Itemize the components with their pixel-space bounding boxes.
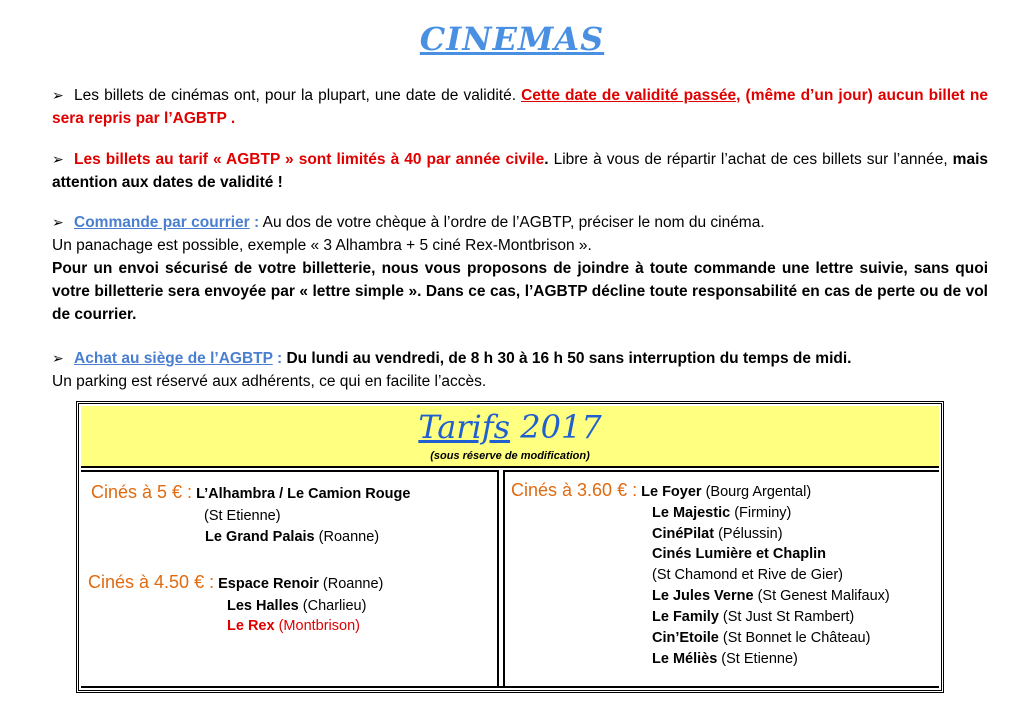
price-5-label: Cinés à 5 € : (91, 482, 193, 502)
table-bottom-border (81, 686, 939, 688)
paragraph-limit: ➢ Les billets au tarif « AGBTP » sont limités à 40 par année civile. Libre à vous de répartir l’achat de ces billets sur l’année, mais attention aux dates de validité ! (52, 148, 988, 194)
price-360-label: Cinés à 3.60 € : (511, 480, 638, 500)
tarifs-subtitle: (sous réserve de modification) (430, 450, 590, 462)
tarifs-left-cell: Cinés à 5 € : L’Alhambra / Le Camion Rouge (St Etienne) Le Grand Palais (Roanne) Cinés à 4.50 € : Espace Renoir (Roanne) Les Halles (Charlieu) Le Rex (Montbrison) (81, 470, 499, 688)
tarifs-table (76, 401, 944, 693)
arrow-bullet-icon: ➢ (52, 350, 64, 366)
paragraph-office-purchase: ➢ Achat au siège de l’AGBTP : Du lundi au vendredi, de 8 h 30 à 16 h 50 sans interruption du temps de midi. Un parking est réservé aux adhérents, ce qui en facilite l’accès. (52, 347, 988, 393)
arrow-bullet-icon: ➢ (52, 151, 64, 167)
tarifs-title: Tarifs 2017 (418, 408, 602, 446)
paragraph-mail-order: ➢ Commande par courrier : Au dos de votre chèque à l’ordre de l’AGBTP, préciser le nom du cinéma. Un panachage est possible, exemple « 3 Alhambra + 5 ciné Rex-Montbrison ». Pour un envoi sécurisé de votre billetterie, nous vous proposons de joindre à toute commande une lettre suivie, sans quoi votre billetterie sera envoyée par « lettre simple ». Dans ce cas, l’AGBTP décline toute responsabilité en cas de perte ou de vol de courrier. (52, 211, 988, 326)
price-450-label: Cinés à 4.50 € : (88, 572, 215, 592)
paragraph-validity: ➢ Les billets de cinémas ont, pour la plupart, une date de validité. Cette date de validité passée, (même d’un jour) aucun billet ne sera repris par l’AGBTP . (52, 84, 988, 130)
tarifs-header (81, 406, 939, 468)
tarifs-right-cell: Cinés à 3.60 € : Le Foyer (Bourg Argental) Le Majestic (Firminy) CinéPilat (Pélussin) Cinés Lumière et Chaplin (St Chamond et Rive de Gier) Le Jules Verne (St Genest Malifaux) Le Family (St Just St Rambert) Cin’Etoile (St Bonnet le Château) Le Méliès (St Etienne) (503, 470, 939, 688)
arrow-bullet-icon: ➢ (52, 214, 64, 230)
page-title: CINEMAS (419, 20, 605, 58)
arrow-bullet-icon: ➢ (52, 87, 64, 103)
